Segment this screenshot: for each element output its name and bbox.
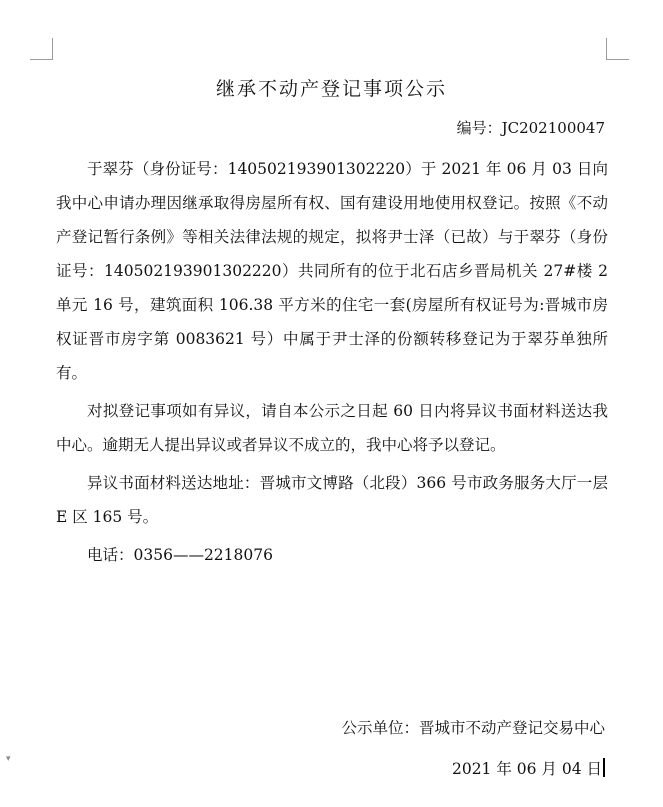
margin-marker-icon: ▾ <box>6 754 11 764</box>
signature-date-line[interactable] <box>452 757 605 779</box>
document-number: 编号：JC202100047 <box>456 119 605 137</box>
paragraph-objection: 对拟登记事项如有异议，请自本公示之日起 60 日内将异议书面材料送达我中心。逾期无人提出异议或者异议不成立的，我中心将予以登记。 <box>56 402 608 454</box>
text-cursor <box>603 758 605 777</box>
crop-mark-right-v <box>606 38 607 60</box>
document-title: 继承不动产登记事项公示 <box>215 78 447 100</box>
crop-mark-right-h <box>607 59 629 60</box>
paragraph-phone: 电话：0356——2218076 <box>87 546 273 564</box>
crop-mark-left-h <box>30 59 52 60</box>
signature-date: 2021 年 06 月 04 日 <box>451 760 602 778</box>
paragraph-address: 异议书面材料送达地址：晋城市文博路（北段）366 号市政务服务大厅一层 E 区 165 号。 <box>56 474 608 526</box>
signature-unit: 公示单位：晋城市不动产登记交易中心 <box>341 719 605 737</box>
paragraph-application: 于翠芬（身份证号：140502193901302220）于 2021 年 06 月 03 日向我中心申请办理因继承取得房屋所有权、国有建设用地使用权登记。按照《不动产登记暂行条例》等相关法律法规的规定，拟将尹士泽（已故）与于翠芬（身份证号：140502193901302220）共同所有的位于北石店乡晋局机关 27#楼 2 单元 16 号，建筑面积 106.38 平方米的住宅一套(房屋所有权证号为:晋城市房权证晋市房字第 0083621 号）中属于尹士泽的份额转移登记为于翠芬单独所有。 <box>56 160 608 382</box>
document-body[interactable] <box>56 152 608 572</box>
crop-mark-left-v <box>52 38 53 60</box>
